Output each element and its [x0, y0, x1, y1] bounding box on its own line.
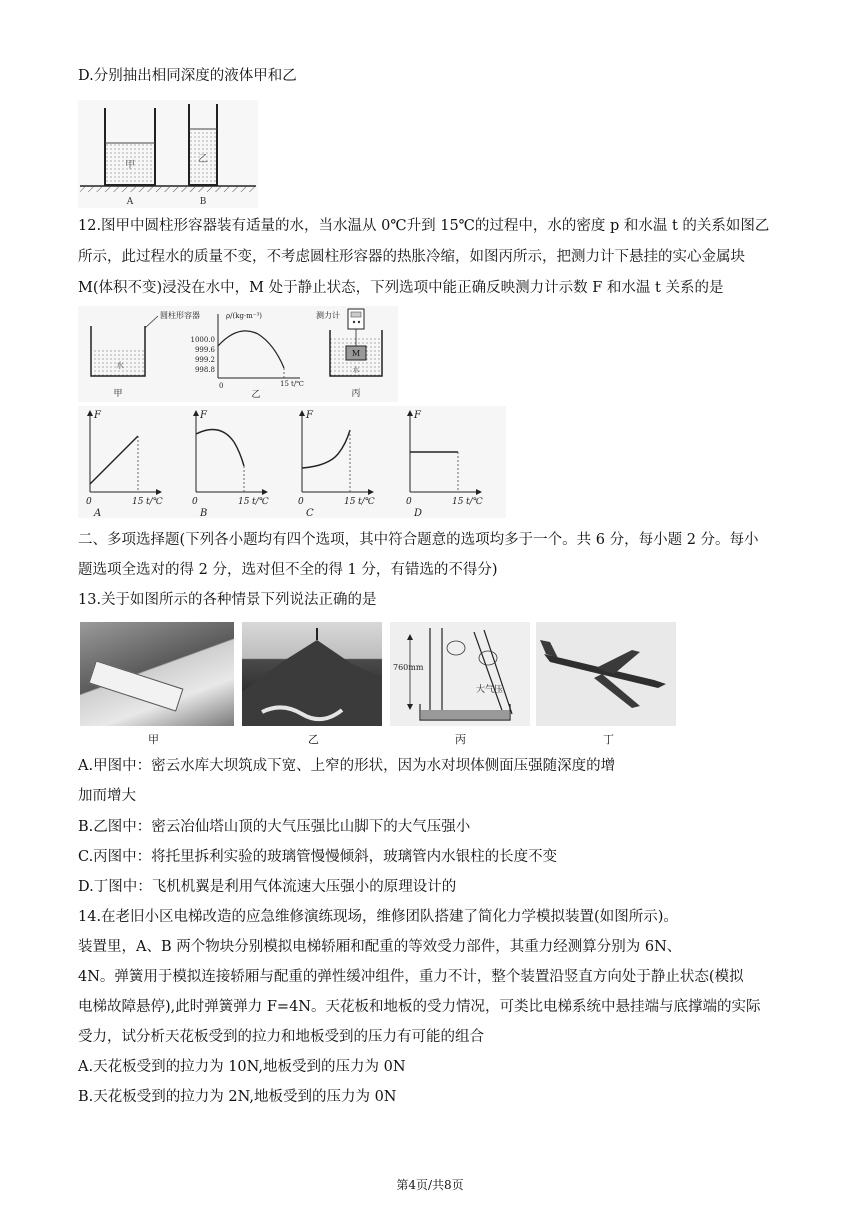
section2-heading-line2: 题选项全选对的得 2 分，选对但不全的得 1 分，有错选的不得分): [78, 562, 498, 578]
svg-text:甲: 甲: [113, 389, 123, 399]
q14-stem-line1: 14.在老旧小区电梯改造的应急维修演练现场，维修团队搭建了简化力学模拟装置(如图所示)。: [78, 909, 678, 925]
q14-option-b: B.天花板受到的拉力为 2N,地板受到的压力为 0N: [78, 1089, 397, 1105]
q13-option-c: C.丙图中：将托里拆利实验的玻璃管慢慢倾斜，玻璃管内水银柱的长度不变: [78, 849, 558, 865]
q14-stem-line2: 装置里，A、B 两个物块分别模拟电梯轿厢和配重的等效受力部件，其重力经测算分别为 6N、: [78, 939, 682, 955]
photo-bing-torricelli: [390, 622, 530, 726]
label-jia: 甲: [125, 160, 135, 171]
label-760mm: 760mm: [393, 663, 424, 672]
graph-x15: 15: [344, 497, 356, 507]
q12-setup-figures: [78, 306, 398, 402]
graph-x15: 15: [132, 497, 144, 507]
q14-stem-line4: 电梯故障悬停),此时弹簧弹力 F=4N。天花板和地板的受力情况，可类比电梯系统中悬挂端与底撑端的实际: [78, 999, 761, 1015]
q14-stem-line5: 受力，试分析天花板受到的拉力和地板受到的压力有可能的组合: [78, 1029, 484, 1045]
graph-caption: C: [306, 508, 314, 518]
q13-option-a-line1: A.甲图中：密云水库大坝筑成下宽、上窄的形状，因为水对坝体侧面压强随深度的增: [78, 758, 616, 774]
q12-stem-line3: M(体积不变)浸没在水中，M 处于静止状态，下列选项中能正确反映测力计示数 F 和水温 t 关系的是: [78, 280, 724, 296]
photo-ding-airplane: [536, 622, 676, 726]
svg-text:丙: 丙: [351, 389, 361, 399]
q13-stem: 13.关于如图所示的各种情景下列说法正确的是: [78, 592, 377, 608]
q11-option-d: D.分别抽出相同深度的液体甲和乙: [78, 68, 297, 84]
label-yi: 乙: [198, 154, 208, 165]
graph-ylabel: F: [94, 410, 101, 421]
svg-text:999.6: 999.6: [194, 346, 215, 354]
graph-xlabel: t/℃: [146, 497, 163, 507]
section2-heading-line1: 二、多项选择题(下列各小题均有四个选项，其中符合题意的选项均多于一个。共 6 分，每小题 2 分。每小: [78, 532, 759, 548]
svg-text:M: M: [351, 349, 361, 358]
svg-text:0: 0: [219, 382, 224, 390]
q13-option-b: B.乙图中：密云冶仙塔山顶的大气压强比山脚下的大气压强小: [78, 819, 471, 835]
caption-jia: 甲: [148, 733, 159, 746]
svg-text:999.2: 999.2: [194, 356, 215, 364]
svg-text:998.8: 998.8: [194, 366, 215, 374]
svg-text:圆柱形容器: 圆柱形容器: [160, 311, 200, 320]
graph-ylabel: F: [306, 410, 313, 421]
caption-yi: 乙: [308, 733, 319, 746]
page-footer: 第4页/共8页: [396, 1178, 464, 1192]
svg-text:测力计: 测力计: [316, 311, 340, 320]
graph-ylabel: F: [200, 410, 207, 421]
q12-stem-line1: 12.图甲中圆柱形容器装有适量的水，当水温从 0℃升到 15℃的过程中，水的密度 p 和水温 t 的关系如图乙: [78, 218, 770, 234]
graph-caption: D: [414, 508, 423, 518]
svg-text:t/℃: t/℃: [291, 380, 305, 388]
svg-text:乙: 乙: [251, 390, 261, 400]
q14-stem-line3: 4N。弹簧用于模拟连接轿厢与配重的弹性缓冲组件，重力不计，整个装置沿竖直方向处于静止状态(模拟: [78, 969, 744, 985]
svg-text:ρ/(kg·m⁻³): ρ/(kg·m⁻³): [226, 312, 263, 320]
graph-x15: 15: [238, 497, 250, 507]
caption-bing: 丙: [455, 733, 466, 746]
q12-answer-graphs: [78, 406, 506, 518]
graph-x0: 0: [406, 497, 412, 507]
q13-option-d: D.丁图中：飞机机翼是利用气体流速大压强小的原理设计的: [78, 879, 457, 895]
graph-caption: B: [200, 508, 208, 518]
label-b: B: [199, 197, 207, 207]
svg-text:水: 水: [352, 366, 360, 374]
caption-ding: 丁: [603, 733, 614, 746]
photo-jia-dam: [80, 622, 234, 726]
graph-x0: 0: [192, 497, 198, 507]
q14-option-a: A.天花板受到的拉力为 10N,地板受到的压力为 0N: [78, 1059, 406, 1075]
graph-xlabel: t/℃: [252, 497, 269, 507]
svg-text:水: 水: [116, 361, 124, 370]
q13-option-a-line2: 加而增大: [78, 788, 136, 804]
label-a: A: [126, 197, 134, 207]
graph-x0: 0: [86, 497, 92, 507]
label-atm: 大气压: [476, 685, 504, 695]
photo-yi-mountain: [242, 622, 382, 726]
graph-xlabel: t/℃: [466, 497, 483, 507]
q11-containers-figure: [78, 100, 258, 208]
graph-x0: 0: [298, 497, 304, 507]
graph-ylabel: F: [414, 410, 421, 421]
graph-x15: 15: [452, 497, 464, 507]
svg-text:15: 15: [280, 380, 289, 388]
q12-stem-line2: 所示，此过程水的质量不变，不考虑圆柱形容器的热胀冷缩，如图丙所示，把测力计下悬挂的实心金属块: [78, 249, 745, 265]
graph-caption: A: [94, 508, 102, 518]
graph-xlabel: t/℃: [358, 497, 375, 507]
svg-text:1000.0: 1000.0: [190, 336, 215, 344]
